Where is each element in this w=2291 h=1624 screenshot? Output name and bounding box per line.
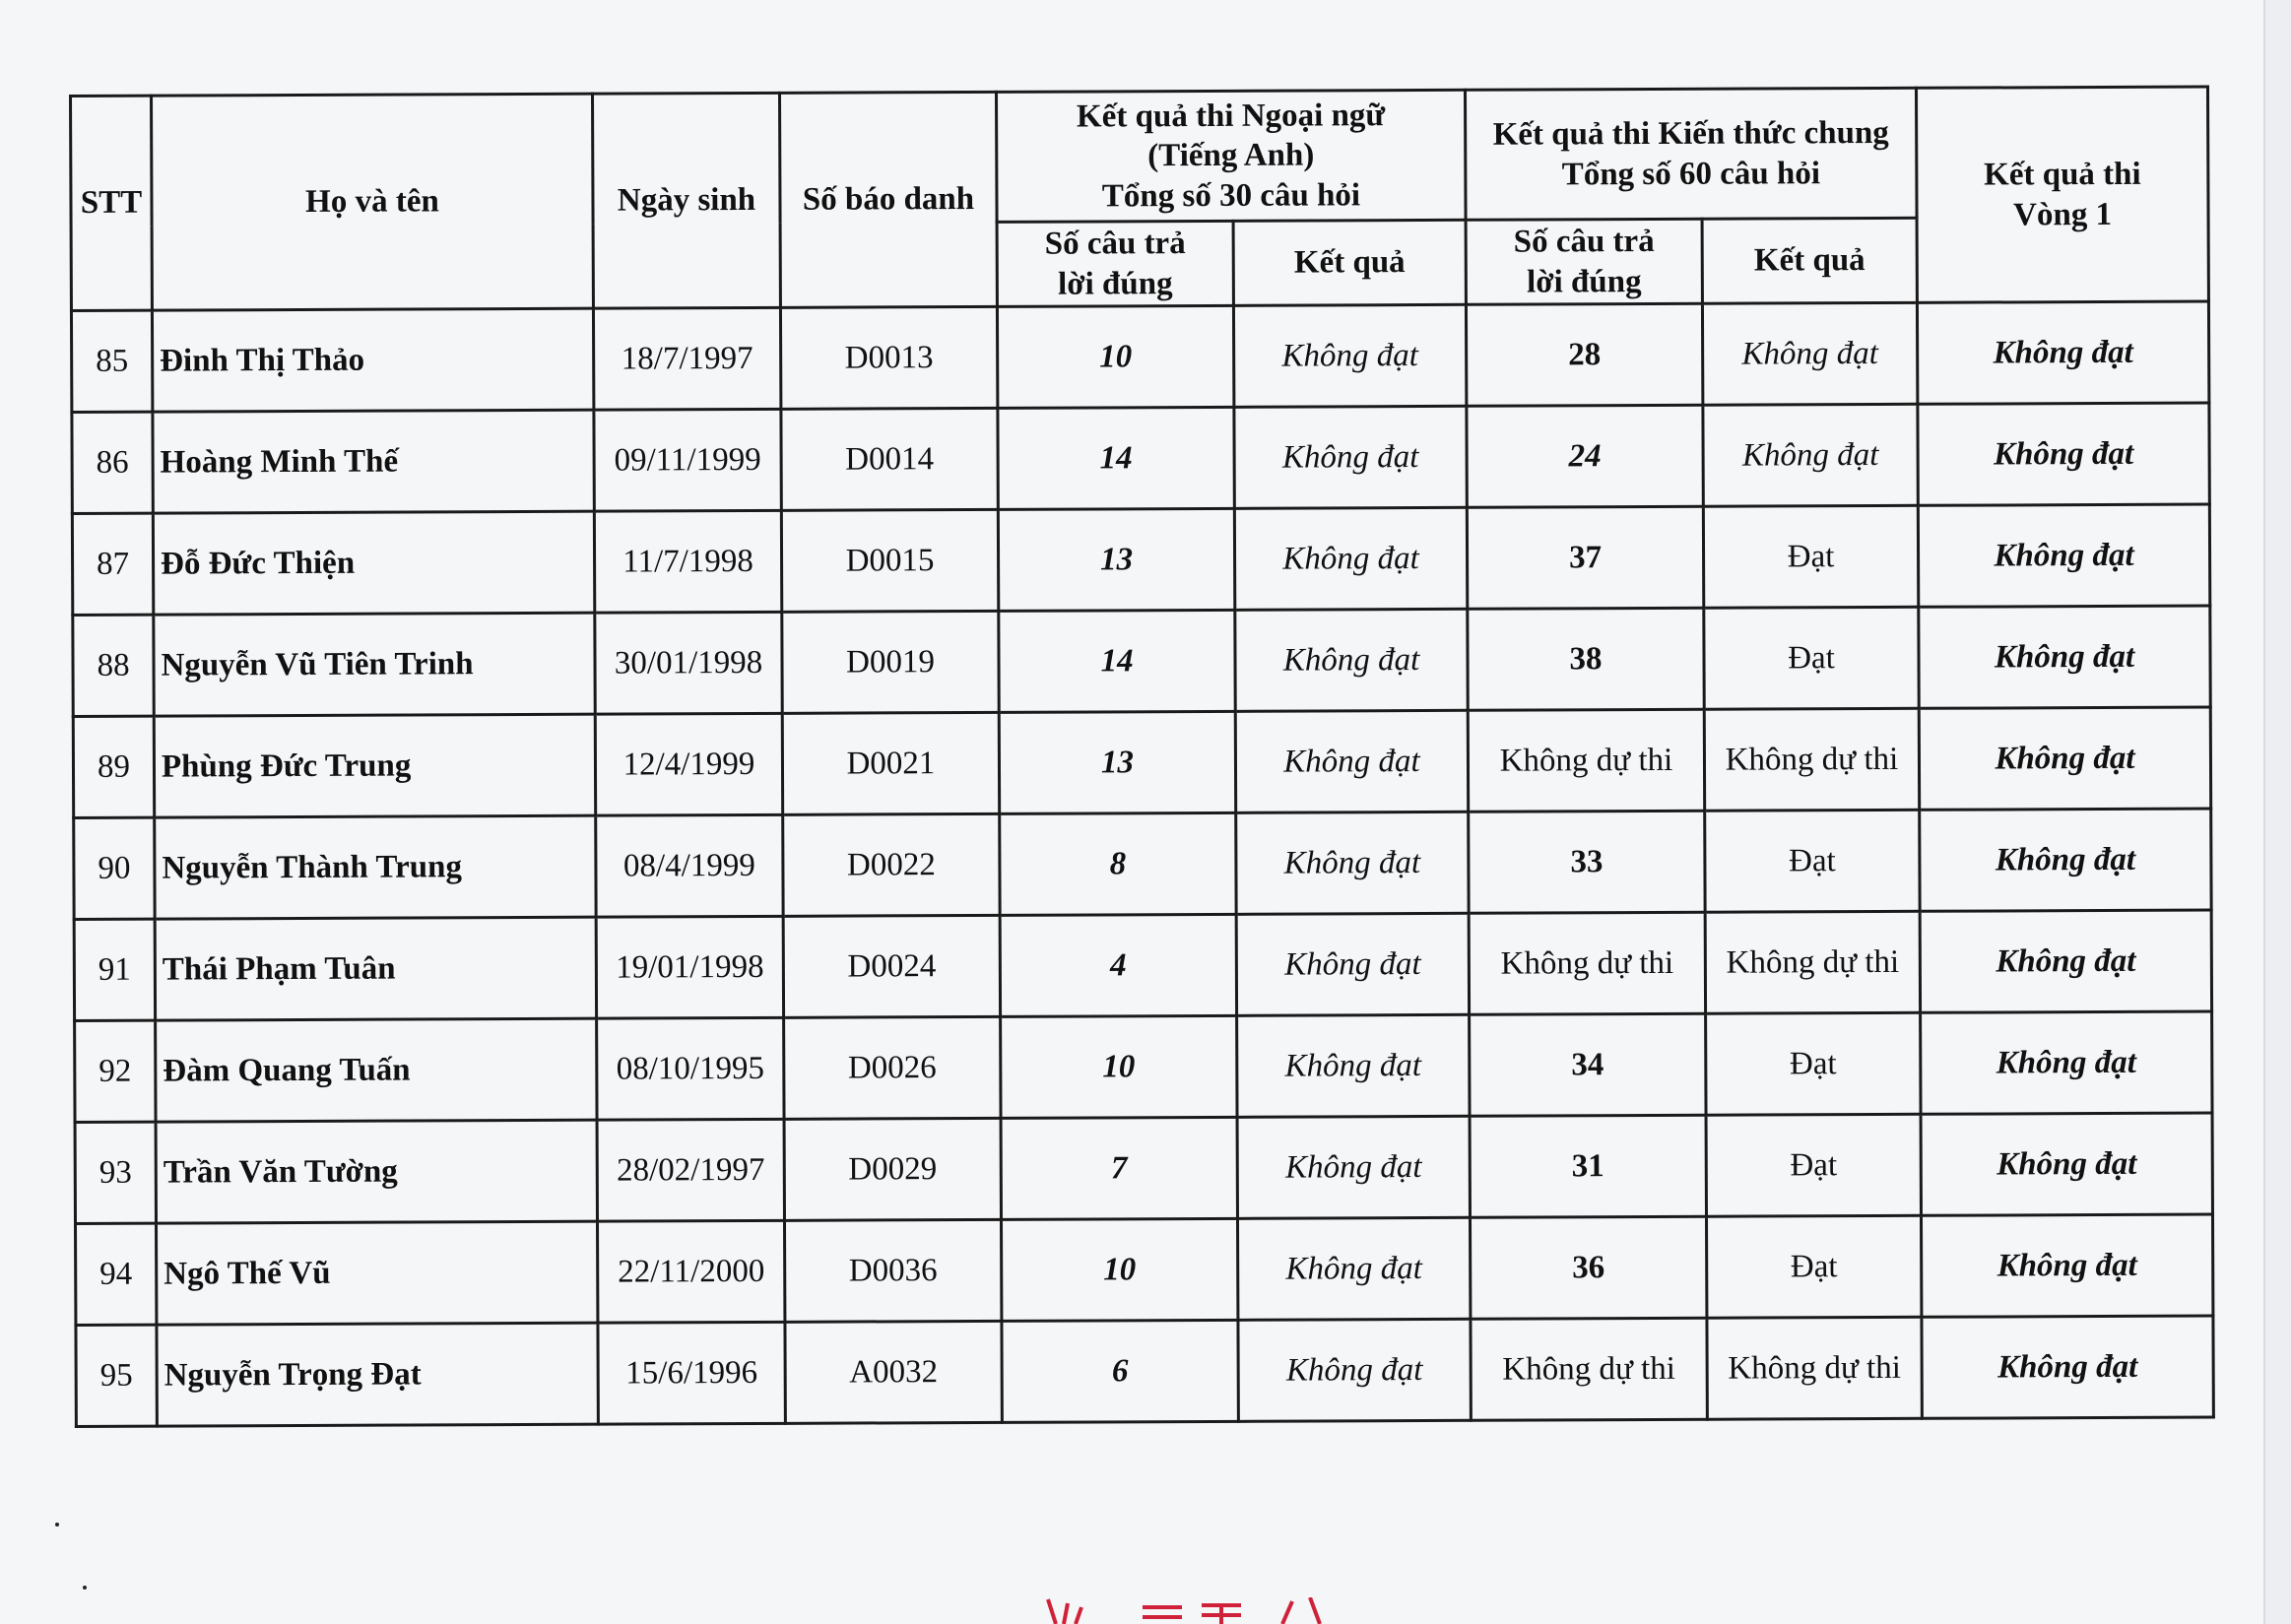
table-row [75, 1113, 2212, 1223]
cell-en-correct: 13 [999, 711, 1235, 813]
header-gk-correct [1466, 219, 1702, 304]
cell-en-result: Không đạt [1237, 1014, 1470, 1117]
header-sbd: Số báo danh [779, 92, 997, 307]
cell-round1: Không đạt [1922, 1316, 2213, 1418]
cell-gk-correct: 33 [1469, 811, 1705, 913]
header-name: Họ và tên [152, 94, 594, 310]
cell-dob: 15/6/1996 [598, 1322, 785, 1424]
header-correct-line: lời đúng [1527, 263, 1642, 300]
table-row [75, 1011, 2212, 1122]
table-row [72, 504, 2209, 615]
cell-round1: Không đạt [1917, 301, 2208, 404]
cell-sbd: D0024 [783, 915, 1000, 1017]
cell-en-correct: 14 [999, 610, 1235, 712]
cell-stt: 87 [72, 513, 153, 615]
header-correct-line: lời đúng [1058, 265, 1173, 302]
cell-stt: 95 [76, 1325, 157, 1426]
header-general-line: Kết quả thi Kiến thức chung [1492, 115, 1889, 153]
cell-gk-correct: 38 [1468, 608, 1704, 710]
cell-gk-correct: 36 [1470, 1216, 1706, 1319]
cell-gk-result: Không dự thi [1705, 911, 1920, 1013]
cell-stt: 91 [74, 919, 155, 1020]
cell-en-result: Không đạt [1237, 1116, 1470, 1218]
cell-name: Nguyễn Trọng Đạt [157, 1323, 598, 1426]
table-row [73, 707, 2210, 817]
cell-name: Hoàng Minh Thế [153, 410, 594, 513]
signature-stroke [1048, 1599, 1081, 1624]
cell-en-correct: 6 [1002, 1320, 1238, 1422]
cell-gk-result: Không dự thi [1704, 708, 1919, 811]
cell-gk-result: Không đạt [1703, 404, 1918, 506]
cell-en-result: Không đạt [1233, 304, 1466, 407]
cell-name: Nguyễn Thành Trung [155, 815, 596, 919]
cell-sbd: D0013 [780, 306, 997, 409]
cell-gk-result: Không đạt [1702, 302, 1917, 405]
header-round1-line: Kết quả thi [1984, 157, 2141, 193]
cell-en-correct: 7 [1001, 1117, 1237, 1219]
cell-dob: 28/02/1997 [597, 1119, 784, 1221]
cell-sbd: D0036 [784, 1219, 1001, 1322]
cell-round1: Không đạt [1918, 504, 2209, 607]
cell-name: Nguyễn Vũ Tiên Trinh [154, 613, 595, 716]
cell-en-result: Không đạt [1238, 1319, 1471, 1421]
cell-gk-correct: 37 [1467, 506, 1703, 609]
signature-stroke [1202, 1605, 1241, 1624]
cell-dob: 12/4/1999 [595, 713, 782, 815]
cell-round1: Không đạt [1919, 606, 2210, 708]
cell-sbd: D0029 [784, 1118, 1001, 1220]
cell-name: Ngô Thế Vũ [157, 1221, 598, 1325]
cell-dob: 30/01/1998 [595, 612, 782, 714]
table-row [73, 606, 2210, 716]
cell-name: Phùng Đức Trung [154, 714, 595, 817]
cell-stt: 92 [75, 1020, 156, 1122]
signature-stroke [1282, 1597, 1320, 1624]
table-body [71, 301, 2213, 1426]
cell-sbd: D0026 [784, 1016, 1001, 1119]
cell-dob: 08/10/1995 [597, 1017, 784, 1120]
header-en-correct [997, 221, 1233, 306]
cell-sbd: D0015 [781, 509, 998, 612]
cell-round1: Không đạt [1922, 1214, 2213, 1317]
cell-gk-correct: 24 [1467, 405, 1703, 507]
cell-en-result: Không đạt [1234, 406, 1467, 508]
header-round1-line: Vòng 1 [2013, 196, 2113, 232]
red-signature-mark [1024, 1597, 1359, 1624]
header-english-line: Kết quả thi Ngoại ngữ [1076, 97, 1386, 135]
cell-en-result: Không đạt [1235, 609, 1468, 711]
table-row [71, 301, 2208, 412]
cell-gk-result: Đạt [1705, 810, 1920, 912]
scan-speck [83, 1586, 87, 1590]
cell-gk-correct: Không dự thi [1471, 1318, 1707, 1420]
cell-en-result: Không đạt [1237, 1217, 1470, 1320]
cell-en-correct: 13 [998, 508, 1234, 611]
header-en-result: Kết quả [1233, 220, 1466, 305]
cell-en-result: Không đạt [1235, 710, 1468, 812]
table-header [71, 87, 2209, 310]
header-general-line: Tổng số 60 câu hỏi [1561, 155, 1821, 192]
table-row [76, 1214, 2213, 1325]
cell-sbd: D0014 [781, 408, 998, 510]
cell-dob: 22/11/2000 [597, 1220, 784, 1323]
table-row [76, 1316, 2213, 1426]
cell-name: Đỗ Đức Thiện [153, 511, 594, 615]
cell-stt: 89 [73, 716, 154, 817]
cell-stt: 85 [71, 310, 152, 412]
header-stt: STT [71, 96, 153, 310]
cell-round1: Không đạt [1918, 403, 2209, 505]
exam-results-table [69, 86, 2215, 1428]
cell-dob: 18/7/1997 [593, 307, 780, 410]
header-general-group [1465, 88, 1917, 220]
cell-gk-result: Đạt [1704, 607, 1919, 709]
cell-gk-correct: 34 [1470, 1013, 1706, 1116]
cell-gk-result: Đạt [1706, 1215, 1921, 1318]
cell-en-correct: 4 [1000, 914, 1236, 1016]
cell-gk-correct: Không dự thi [1468, 709, 1704, 812]
cell-round1: Không đạt [1919, 707, 2210, 810]
cell-en-result: Không đạt [1234, 507, 1467, 610]
header-correct-line: Số câu trả [1513, 224, 1655, 260]
table-row [72, 403, 2209, 513]
cell-gk-result: Không dự thi [1707, 1317, 1922, 1419]
cell-stt: 94 [76, 1223, 157, 1325]
header-english-group [996, 90, 1466, 222]
cell-gk-result: Đạt [1703, 505, 1918, 608]
cell-gk-correct: 28 [1466, 303, 1702, 406]
cell-stt: 93 [75, 1122, 156, 1223]
table-row [74, 809, 2211, 919]
cell-en-result: Không đạt [1236, 913, 1469, 1015]
cell-gk-correct: 31 [1470, 1115, 1706, 1217]
header-gk-result: Kết quả [1702, 218, 1917, 303]
cell-dob: 08/4/1999 [596, 814, 783, 917]
cell-gk-result: Đạt [1706, 1012, 1921, 1115]
cell-sbd: D0019 [782, 611, 999, 713]
cell-name: Thái Phạm Tuân [155, 917, 596, 1020]
cell-dob: 19/01/1998 [596, 916, 783, 1018]
cell-round1: Không đạt [1920, 910, 2211, 1012]
cell-dob: 11/7/1998 [594, 510, 781, 613]
cell-gk-correct: Không dự thi [1469, 912, 1705, 1014]
scan-speck [55, 1523, 59, 1527]
table-row [74, 910, 2211, 1020]
cell-en-correct: 14 [998, 407, 1234, 509]
cell-dob: 09/11/1999 [594, 409, 781, 511]
header-round1 [1917, 87, 2209, 302]
cell-name: Trần Văn Tường [156, 1120, 597, 1223]
header-english-line: Tổng số 30 câu hỏi [1101, 176, 1361, 215]
cell-name: Đinh Thị Thảo [152, 308, 593, 412]
cell-en-correct: 10 [997, 305, 1233, 408]
cell-en-correct: 10 [1001, 1218, 1237, 1321]
cell-round1: Không đạt [1921, 1011, 2212, 1114]
header-correct-line: Số câu trả [1044, 226, 1186, 262]
cell-stt: 90 [74, 817, 155, 919]
page-edge [2263, 0, 2291, 1624]
cell-stt: 86 [72, 412, 153, 513]
signature-stroke [1143, 1607, 1182, 1617]
cell-en-correct: 8 [1000, 812, 1236, 915]
cell-en-correct: 10 [1001, 1015, 1237, 1118]
cell-round1: Không đạt [1921, 1113, 2212, 1215]
cell-name: Đàm Quang Tuấn [156, 1018, 597, 1122]
cell-round1: Không đạt [1920, 809, 2211, 911]
cell-stt: 88 [73, 615, 154, 716]
cell-sbd: D0021 [782, 712, 999, 814]
cell-sbd: D0022 [783, 813, 1000, 916]
cell-sbd: A0032 [785, 1321, 1002, 1423]
cell-gk-result: Đạt [1706, 1114, 1921, 1216]
header-dob: Ngày sinh [593, 93, 781, 308]
cell-en-result: Không đạt [1236, 812, 1469, 914]
header-english-line: (Tiếng Anh) [1147, 137, 1315, 174]
